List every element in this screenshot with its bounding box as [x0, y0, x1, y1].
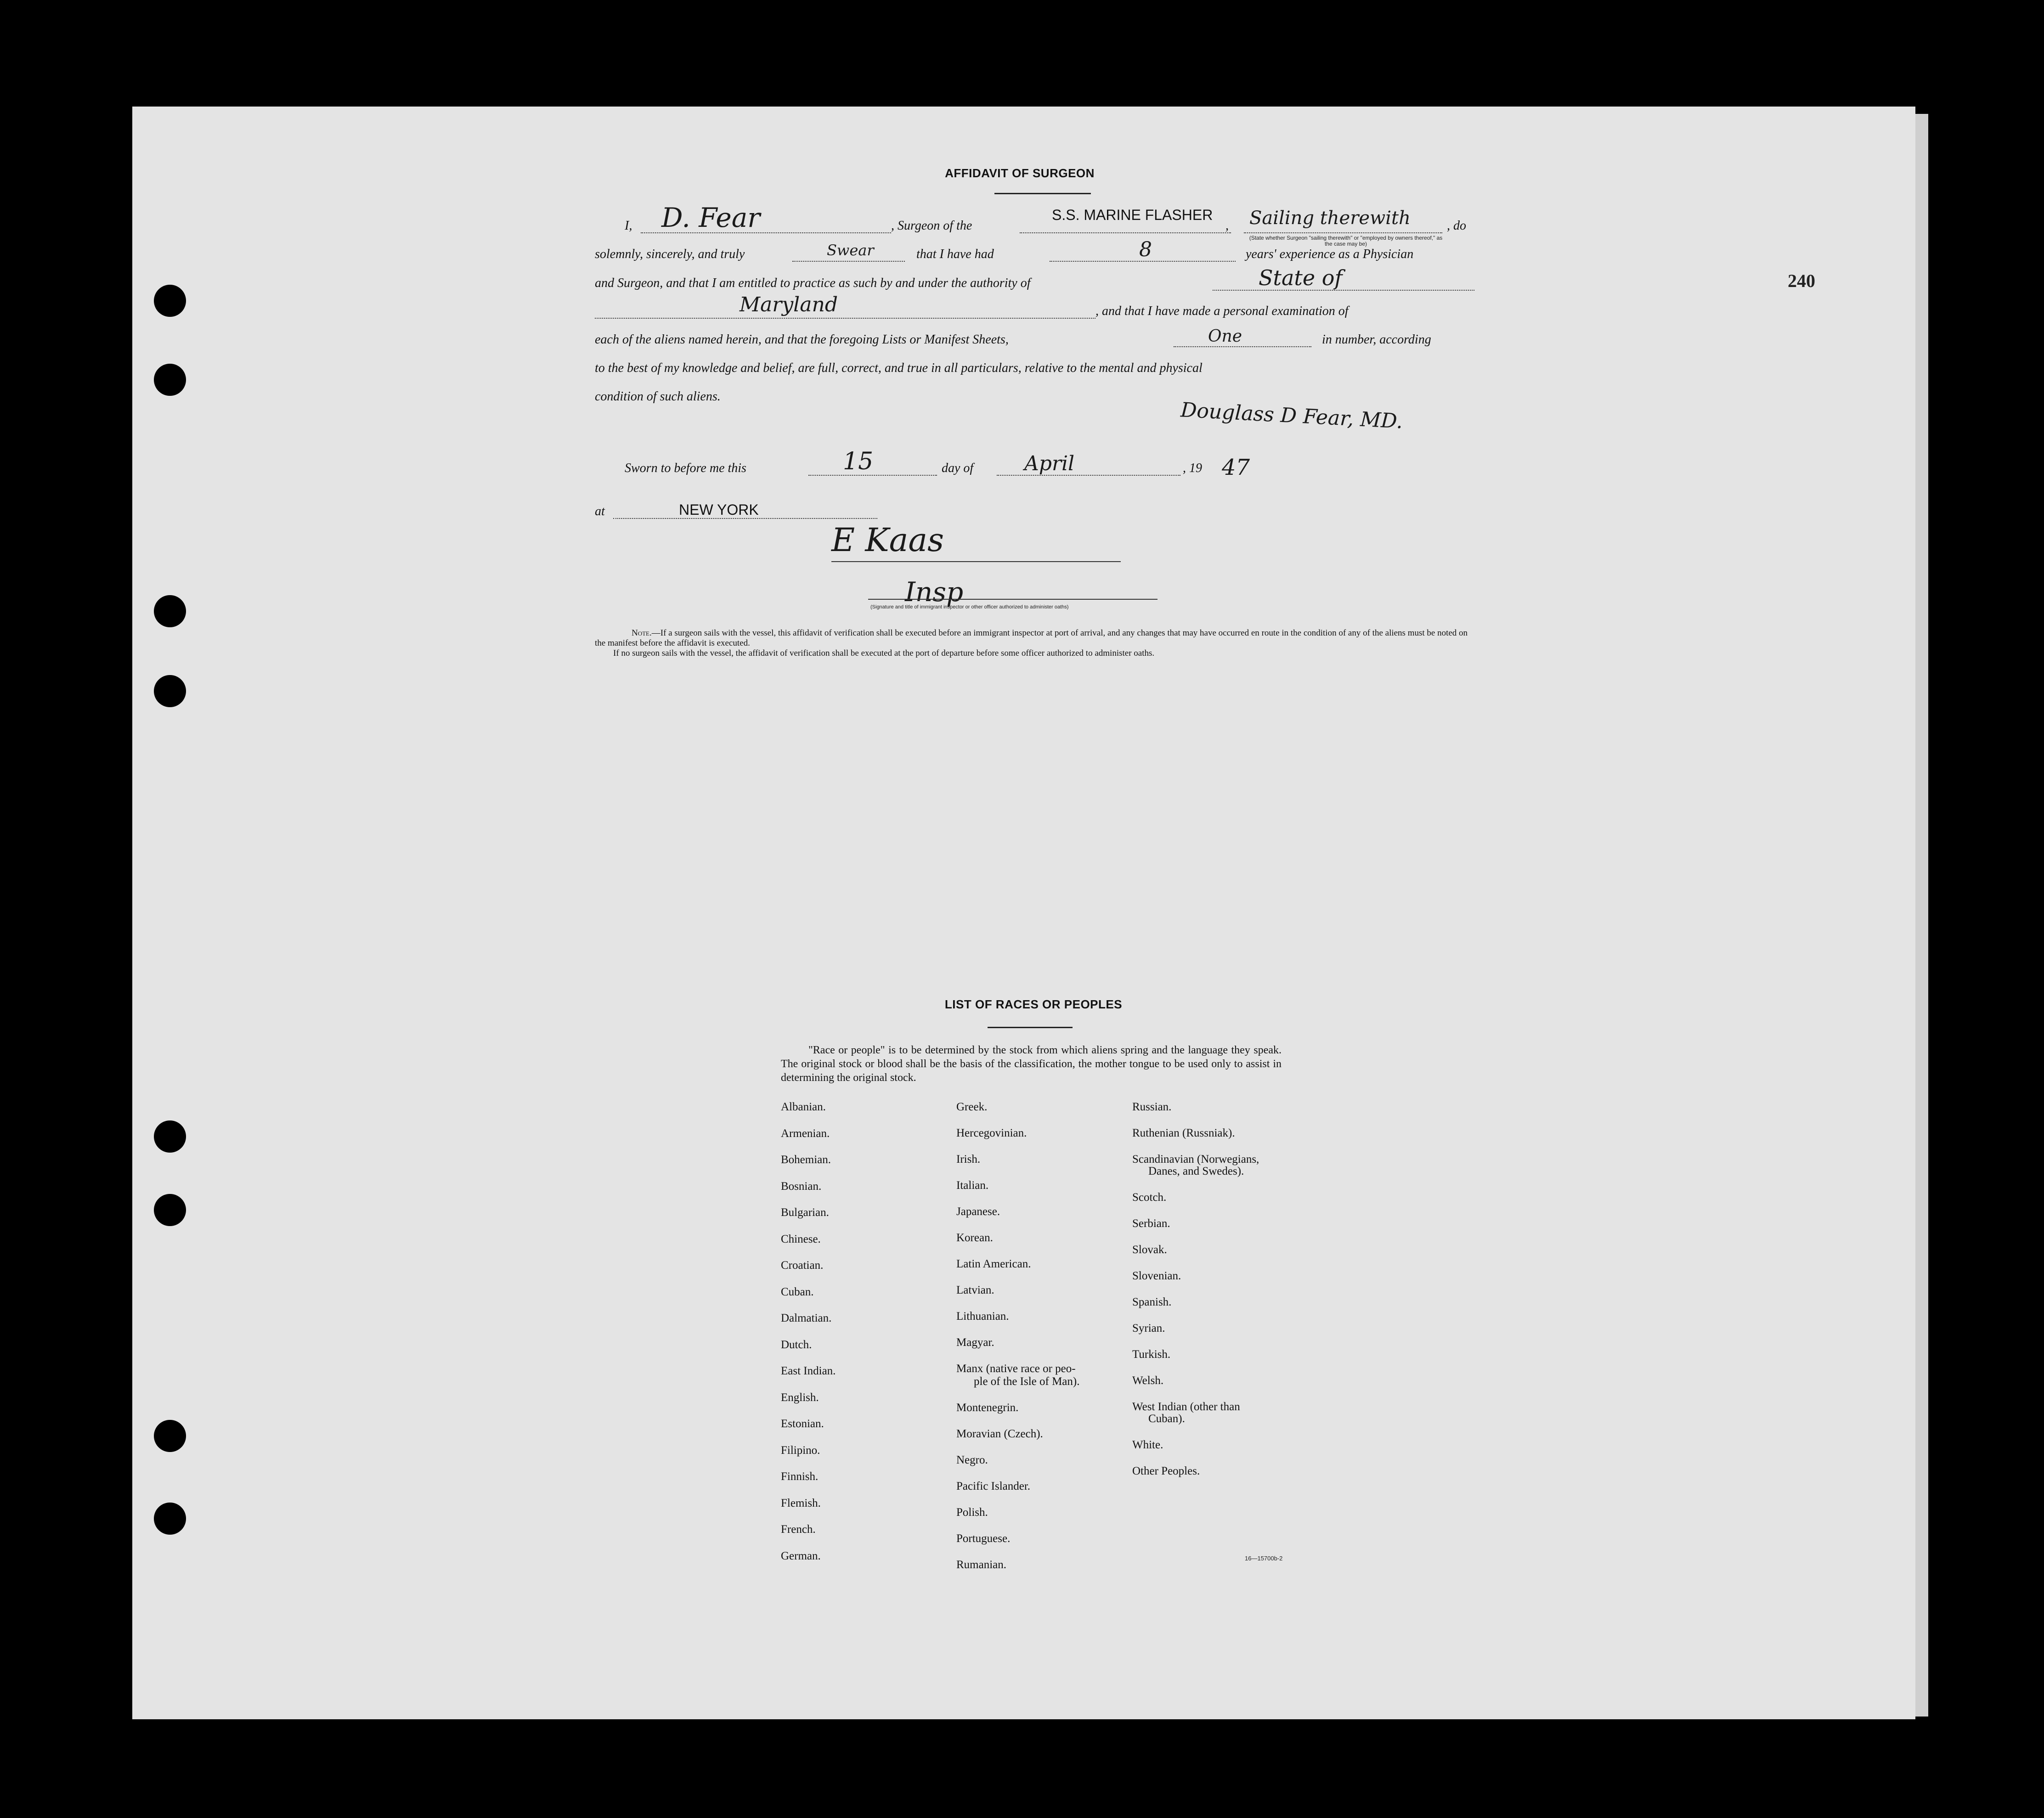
race-item: Bosnian.: [781, 1180, 822, 1193]
text-solemnly: solemnly, sincerely, and truly: [595, 247, 745, 261]
race-item: Italian.: [956, 1179, 989, 1192]
race-item: Latin American.: [956, 1258, 1031, 1270]
race-item: Dutch.: [781, 1338, 812, 1351]
location: NEW YORK: [679, 501, 759, 518]
inspector-title-line: [868, 599, 1158, 600]
race-item: Bohemian.: [781, 1154, 831, 1166]
race-item: Croatian.: [781, 1259, 824, 1272]
binder-hole: [154, 364, 186, 396]
text-and-surgeon: and Surgeon, and that I am entitled to practice as such by and under the authority of: [595, 276, 1031, 290]
binder-hole: [154, 1120, 186, 1153]
affidavit-note: [595, 628, 1474, 659]
race-item: Moravian (Czech).: [956, 1428, 1043, 1440]
race-item: English.: [781, 1391, 819, 1404]
surgeon-signature: Douglass D Fear, MD.: [1180, 398, 1404, 433]
race-item: Turkish.: [1132, 1348, 1171, 1361]
inspector-title: Insp: [905, 576, 964, 608]
text-condition: condition of such aliens.: [595, 389, 721, 404]
text-at: at: [595, 504, 605, 518]
text-years-experience: years' experience as a Physician: [1246, 247, 1414, 261]
sworn-day: 15: [843, 448, 874, 475]
race-item: Dalmatian.: [781, 1312, 832, 1324]
text-in-number: in number, according: [1322, 332, 1431, 347]
document-page: [132, 107, 1915, 1719]
comma: ,: [1225, 219, 1229, 233]
page-number: 240: [1788, 270, 1815, 291]
race-item: Syrian.: [1132, 1322, 1165, 1334]
races-intro: "Race or people" is to be determined by the stock from which aliens spring and the language they speak. The original stock or blood shall be the basis of the classification, the mother tongue to be used only to assist in determining the original stock.: [781, 1044, 1282, 1084]
race-item: Hercegovinian.: [956, 1127, 1027, 1139]
race-item: Slovenian.: [1132, 1270, 1181, 1282]
race-item: Magyar.: [956, 1336, 994, 1349]
sheets: One: [1208, 327, 1242, 346]
oath: Swear: [827, 242, 874, 259]
race-item: Filipino.: [781, 1444, 820, 1457]
race-item: Korean.: [956, 1232, 993, 1244]
race-item: Serbian.: [1132, 1217, 1170, 1230]
race-item: West Indian (other than: [1132, 1401, 1240, 1413]
race-item: Slovak.: [1132, 1244, 1167, 1256]
race-item: Armenian.: [781, 1127, 830, 1140]
race-item: Latvian.: [956, 1284, 994, 1296]
race-item: Bulgarian.: [781, 1206, 829, 1219]
race-item: Lithuanian.: [956, 1310, 1009, 1323]
oath-field: [792, 261, 905, 262]
race-item: Cuban.: [781, 1285, 814, 1298]
race-item: Japanese.: [956, 1205, 1000, 1218]
race-item: Spanish.: [1132, 1296, 1172, 1308]
race-item: Montenegrin.: [956, 1401, 1019, 1414]
race-item: East Indian.: [781, 1365, 836, 1377]
binder-hole: [154, 675, 186, 707]
races-title: LIST OF RACES OR PEOPLES: [944, 997, 1123, 1011]
race-item: Scandinavian (Norwegians,: [1132, 1153, 1259, 1165]
race-item: French.: [781, 1523, 816, 1536]
text-day-of: day of: [942, 461, 974, 475]
capacity: Sailing therewith: [1249, 208, 1411, 229]
race-item: Rumanian.: [956, 1559, 1007, 1571]
sworn-month: April: [1024, 452, 1075, 475]
race-item: German.: [781, 1549, 821, 1562]
text-each-of-aliens: each of the aliens named herein, and that the foregoing Lists or Manifest Sheets,: [595, 332, 1009, 347]
race-item: Polish.: [956, 1506, 988, 1519]
binder-hole: [154, 1194, 186, 1226]
inspector-signature: E Kaas: [831, 521, 944, 559]
sworn-year: 47: [1222, 455, 1250, 480]
vessel-field: [1020, 232, 1231, 233]
race-item: Welsh.: [1132, 1374, 1164, 1387]
binder-hole: [154, 1503, 186, 1535]
text-sworn: Sworn to before me this: [625, 461, 746, 475]
years: 8: [1139, 238, 1152, 261]
text-surgeon-of-the: , Surgeon of the: [891, 219, 972, 233]
title-rule: [994, 193, 1091, 194]
race-item: Cuban).: [1148, 1413, 1185, 1425]
race-item: White.: [1132, 1439, 1163, 1451]
race-item: Irish.: [956, 1153, 981, 1165]
binder-hole: [154, 595, 186, 627]
race-item: Other Peoples.: [1132, 1465, 1200, 1477]
race-item: Danes, and Swedes).: [1148, 1165, 1244, 1177]
page-edge: [1915, 114, 1928, 1717]
race-item: Ruthenian (Russniak).: [1132, 1127, 1235, 1139]
note-line-1: —If a surgeon sails with the vessel, this affidavit of verification shall be executed before an immigrant inspector at port of arrival, and any changes that may have occurred en route in the condition of any of the aliens must be noted on the manifest before the affidavit is executed.: [595, 628, 1468, 648]
capacity-field: [1244, 232, 1442, 233]
text-best-of-knowledge: to the best of my knowledge and belief, are full, correct, and true in all particulars, relative to the mental and physical: [595, 361, 1203, 375]
race-item: Manx (native race or peo-: [956, 1362, 1076, 1375]
vessel-name: S.S. MARINE FLASHER: [1052, 207, 1213, 223]
affidavit-title: AFFIDAVIT OF SURGEON: [945, 166, 1095, 180]
races-title-rule: [988, 1027, 1073, 1028]
race-item: Finnish.: [781, 1470, 819, 1483]
signature-caption: (Signature and title of immigrant inspector or other officer authorized to administer oaths): [870, 604, 1069, 610]
text-i: I,: [625, 219, 632, 233]
inspector-signature-line: [831, 561, 1121, 562]
race-item: ple of the Isle of Man).: [974, 1375, 1080, 1388]
capacity-instruction: (State whether Surgeon "sailing therewith" or "employed by owners thereof," as the case may be): [1249, 235, 1443, 247]
sheets-field: [1174, 346, 1311, 347]
race-item: Negro.: [956, 1454, 988, 1466]
text-do: , do: [1447, 219, 1466, 233]
text-year-prefix: , 19: [1183, 461, 1202, 475]
race-item: Chinese.: [781, 1233, 821, 1245]
surgeon-name: D. Fear: [661, 202, 761, 233]
authority-state: Maryland: [740, 293, 838, 316]
binder-hole: [154, 1420, 186, 1452]
race-item: Flemish.: [781, 1497, 821, 1509]
race-item: Greek.: [956, 1101, 988, 1113]
authority-state-field: [595, 318, 1095, 319]
authority-field: [1213, 290, 1474, 291]
authority: State of: [1259, 265, 1343, 290]
form-number: 16—15700b-2: [1245, 1555, 1283, 1562]
note-line-2: If no surgeon sails with the vessel, the affidavit of verification shall be executed at the port of departure before some officer authorized to administer oaths.: [613, 648, 1155, 658]
race-item: Russian.: [1132, 1101, 1172, 1113]
race-item: Estonian.: [781, 1418, 824, 1430]
text-personal-exam: , and that I have made a personal examination of: [1095, 304, 1349, 318]
text-that-i-have-had: that I have had: [916, 247, 994, 261]
race-item: Scotch.: [1132, 1191, 1167, 1204]
race-item: Portuguese.: [956, 1532, 1011, 1545]
binder-hole: [154, 285, 186, 317]
note-label: Note.: [632, 628, 652, 638]
race-item: Pacific Islander.: [956, 1480, 1031, 1492]
race-item: Albanian.: [781, 1101, 826, 1113]
